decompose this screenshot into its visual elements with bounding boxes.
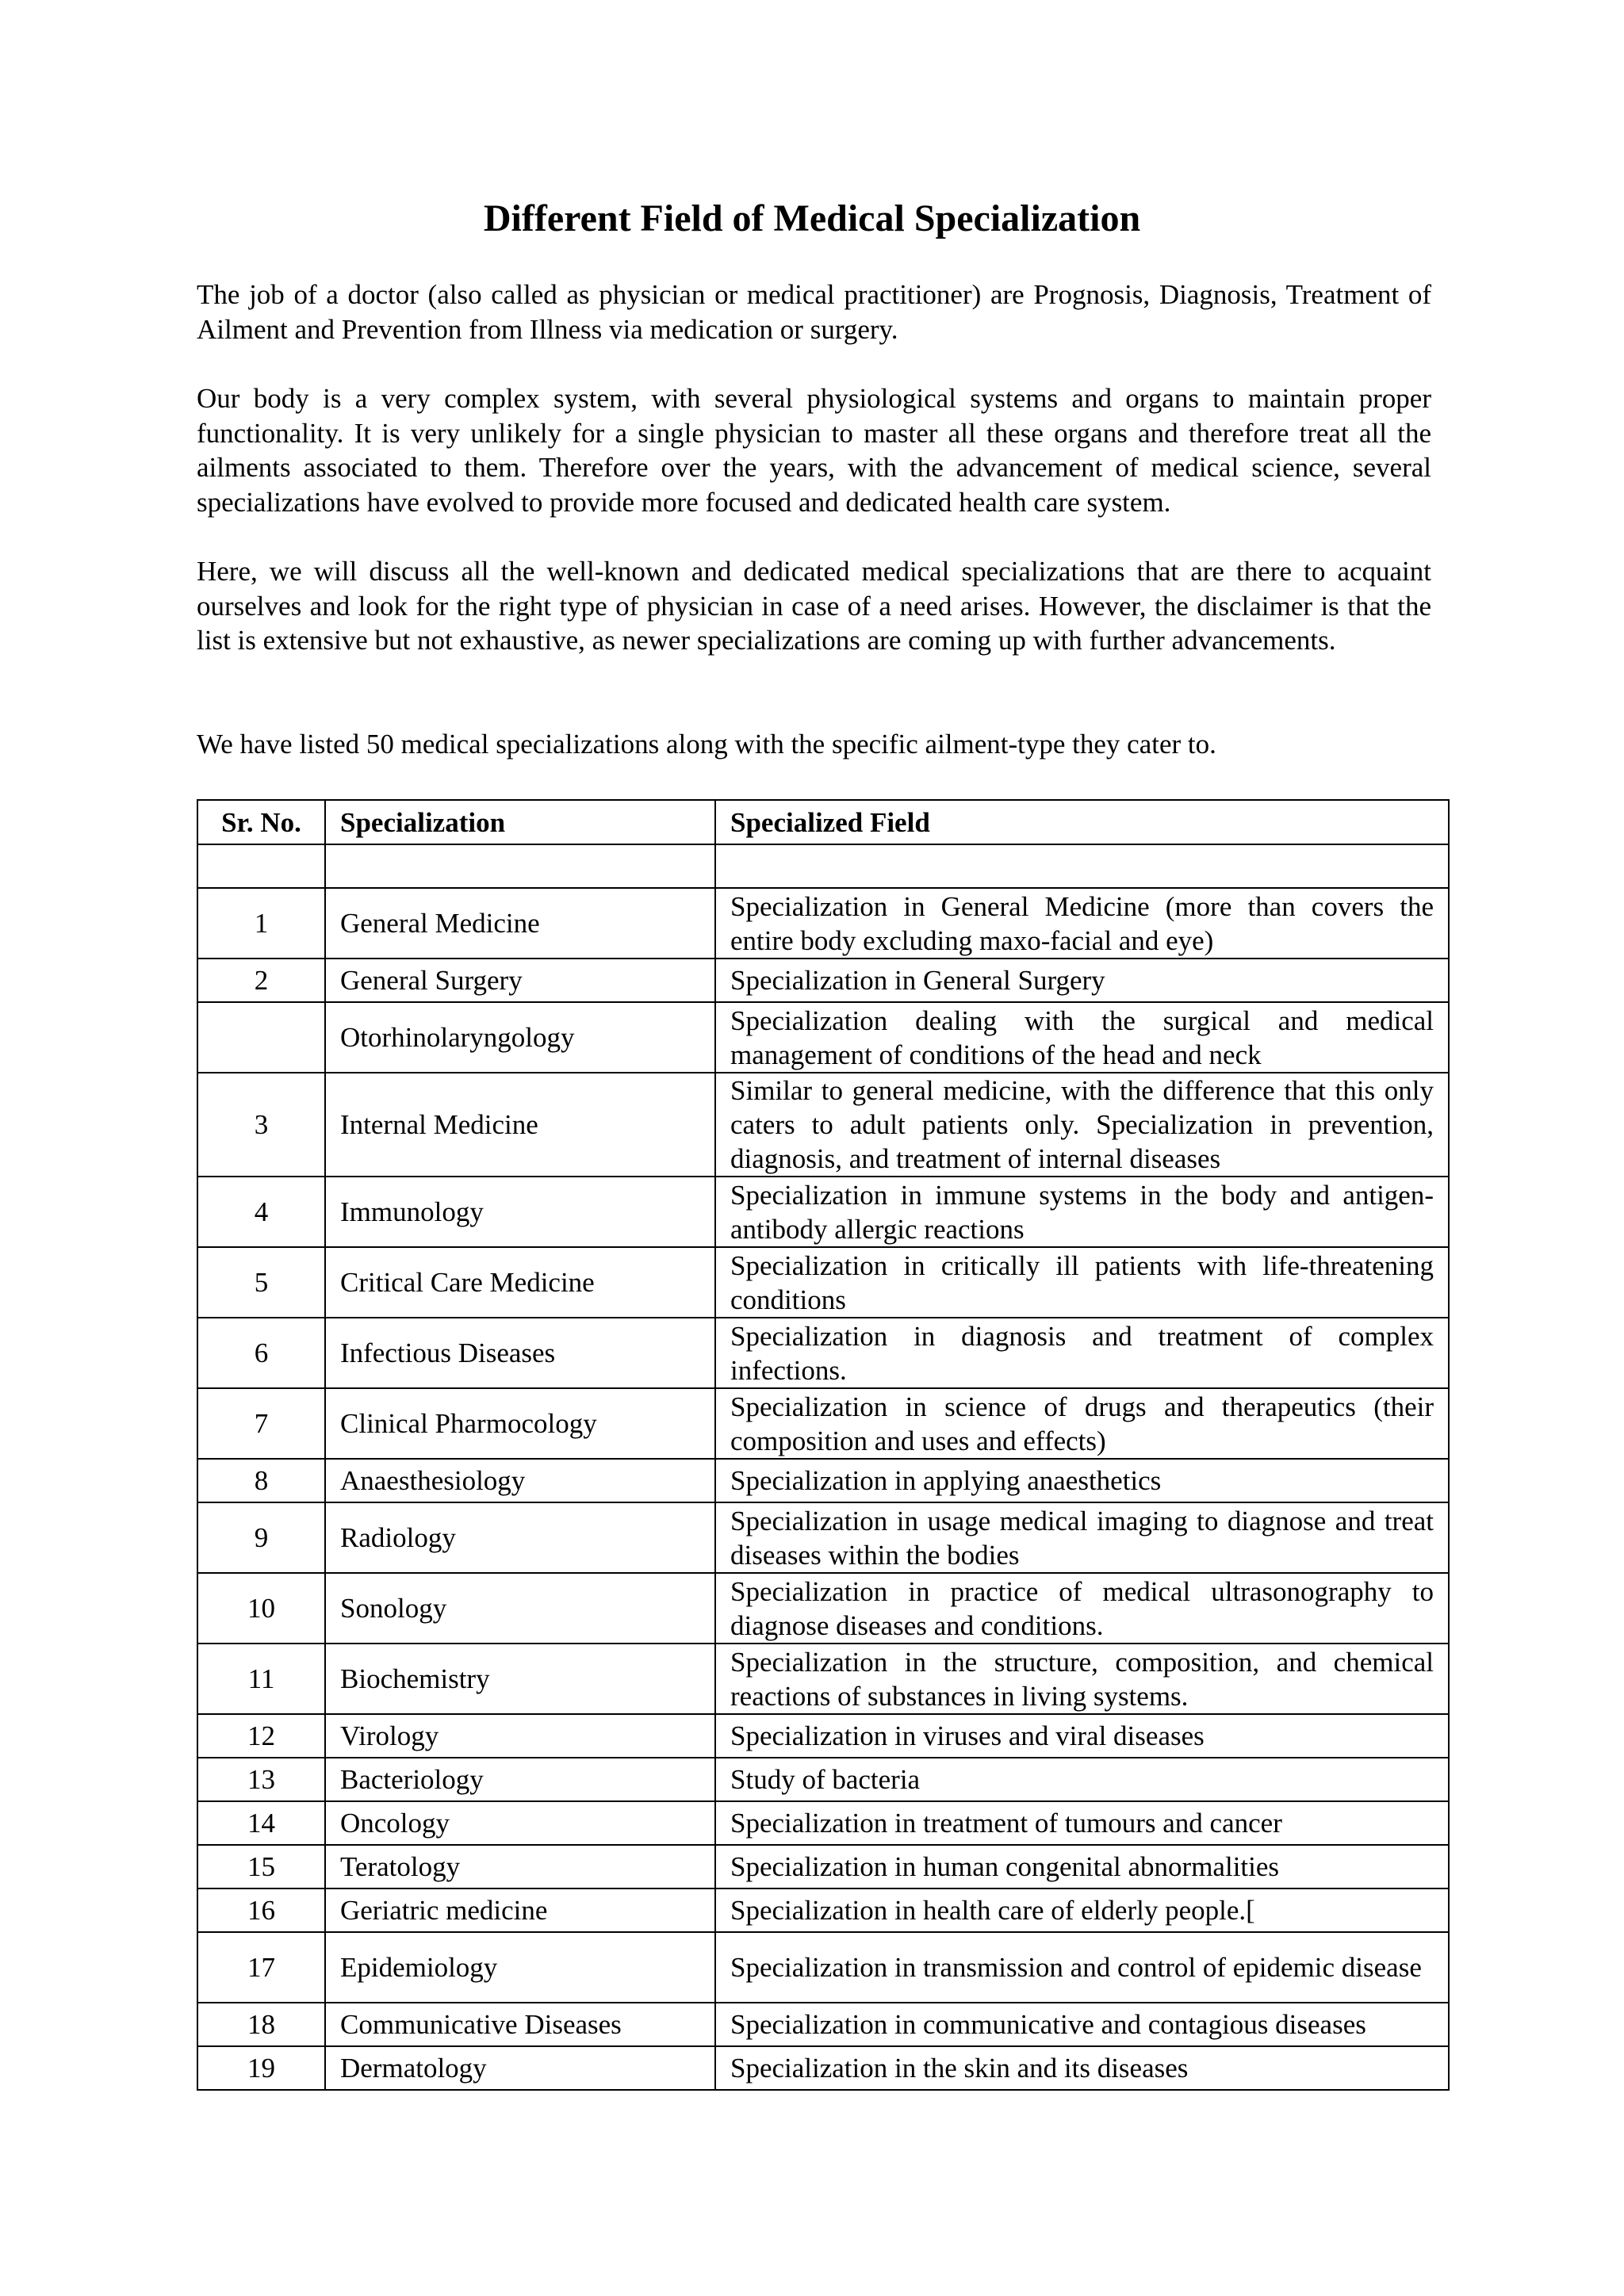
body-paragraph-count: We have listed 50 medical specializations along with the specific ailment-type they cater to. <box>197 729 1216 760</box>
row-number: 3 <box>197 1073 325 1177</box>
row-number: 15 <box>197 1845 325 1888</box>
row-field: Specialization in treatment of tumours and cancer <box>715 1801 1449 1845</box>
row-specialization: Infectious Diseases <box>325 1318 715 1388</box>
row-field: Specialization in the structure, composition, and chemical reactions of substances in living systems. <box>715 1644 1449 1714</box>
row-number: 10 <box>197 1573 325 1644</box>
table-row <box>197 1845 1449 1888</box>
row-field: Specialization in usage medical imaging to diagnose and treat diseases within the bodies <box>715 1502 1449 1573</box>
row-specialization: Anaesthesiology <box>325 1459 715 1502</box>
row-number: 1 <box>197 888 325 959</box>
row-specialization: Internal Medicine <box>325 1073 715 1177</box>
intro-paragraph: The job of a doctor (also called as physician or medical practitioner) are Prognosis, Diagnosis, Treatment of Ailment and Prevention from Illness via medication or surgery. <box>197 279 1431 345</box>
row-field: Specialization in human congenital abnormalities <box>715 1845 1449 1888</box>
row-specialization <box>325 844 715 888</box>
row-field: Specialization in transmission and control of epidemic disease <box>715 1932 1449 2003</box>
table-row <box>197 1932 1449 2003</box>
row-field: Study of bacteria <box>715 1758 1449 1801</box>
table-row <box>197 1801 1449 1845</box>
table-row <box>197 1459 1449 1502</box>
row-specialization: Epidemiology <box>325 1932 715 2003</box>
row-field: Specialization in critically ill patients with life-threatening conditions <box>715 1247 1449 1318</box>
row-number: 19 <box>197 2046 325 2090</box>
row-field: Similar to general medicine, with the difference that this only caters to adult patients only. Specialization in prevention, diagnosis, and treatment of internal diseases <box>715 1073 1449 1177</box>
body-paragraph-disclaimer: Here, we will discuss all the well-known and dedicated medical specializations that are there to acquaint ourselves and look for the right type of physician in case of a need arises. However, the disclaimer is that the list is extensive but not exhaustive, as newer specializations are coming up with further advancements. <box>197 556 1431 656</box>
row-field: Specialization in diagnosis and treatment of complex infections. <box>715 1318 1449 1388</box>
specialization-table <box>197 799 1450 2091</box>
row-number: 12 <box>197 1714 325 1758</box>
row-specialization: Oncology <box>325 1801 715 1845</box>
row-number: 4 <box>197 1177 325 1247</box>
table-row <box>197 1388 1449 1459</box>
row-number: 18 <box>197 2003 325 2046</box>
row-specialization: Dermatology <box>325 2046 715 2090</box>
table-row <box>197 1644 1449 1714</box>
table-row <box>197 1714 1449 1758</box>
header-sr-no: Sr. No. <box>197 800 325 844</box>
table-row <box>197 1002 1449 1073</box>
row-field: Specialization in General Surgery <box>715 959 1449 1002</box>
row-specialization: Sonology <box>325 1573 715 1644</box>
row-field: Specialization in applying anaesthetics <box>715 1459 1449 1502</box>
table-row <box>197 844 1449 888</box>
document-title: Different Field of Medical Specialization <box>483 197 1141 239</box>
table-header-row <box>197 800 1449 844</box>
row-specialization: General Medicine <box>325 888 715 959</box>
row-specialization: Clinical Pharmocology <box>325 1388 715 1459</box>
table-row <box>197 1247 1449 1318</box>
row-number: 5 <box>197 1247 325 1318</box>
table-row <box>197 888 1449 959</box>
row-number: 8 <box>197 1459 325 1502</box>
row-specialization: Critical Care Medicine <box>325 1247 715 1318</box>
row-specialization: Immunology <box>325 1177 715 1247</box>
row-specialization: Teratology <box>325 1845 715 1888</box>
row-field: Specialization in health care of elderly people.[ <box>715 1888 1449 1932</box>
row-field: Specialization in the skin and its diseases <box>715 2046 1449 2090</box>
header-specialization: Specialization <box>325 800 715 844</box>
row-number: 13 <box>197 1758 325 1801</box>
row-number <box>197 844 325 888</box>
row-field: Specialization in General Medicine (more than covers the entire body excluding maxo-facial and eye) <box>715 888 1449 959</box>
table-row <box>197 1573 1449 1644</box>
row-number: 16 <box>197 1888 325 1932</box>
row-specialization: Geriatric medicine <box>325 1888 715 1932</box>
table-row <box>197 1318 1449 1388</box>
row-field: Specialization in science of drugs and therapeutics (their composition and uses and effects) <box>715 1388 1449 1459</box>
row-number: 11 <box>197 1644 325 1714</box>
row-number: 6 <box>197 1318 325 1388</box>
header-specialized-field: Specialized Field <box>715 800 1449 844</box>
row-number: 2 <box>197 959 325 1002</box>
row-specialization: Bacteriology <box>325 1758 715 1801</box>
row-number: 14 <box>197 1801 325 1845</box>
table-row <box>197 1502 1449 1573</box>
row-specialization: Communicative Diseases <box>325 2003 715 2046</box>
table-row <box>197 2046 1449 2090</box>
table-row <box>197 2003 1449 2046</box>
row-specialization: Virology <box>325 1714 715 1758</box>
row-field: Specialization in immune systems in the body and antigen-antibody allergic reactions <box>715 1177 1449 1247</box>
row-field <box>715 844 1449 888</box>
table-row <box>197 1758 1449 1801</box>
row-number <box>197 1002 325 1073</box>
row-specialization: General Surgery <box>325 959 715 1002</box>
table-row <box>197 1888 1449 1932</box>
table-row <box>197 959 1449 1002</box>
table-row <box>197 1073 1449 1177</box>
row-number: 9 <box>197 1502 325 1573</box>
row-field: Specialization dealing with the surgical and medical management of conditions of the head and neck <box>715 1002 1449 1073</box>
row-number: 7 <box>197 1388 325 1459</box>
row-field: Specialization in viruses and viral diseases <box>715 1714 1449 1758</box>
table-row <box>197 1177 1449 1247</box>
row-specialization: Biochemistry <box>325 1644 715 1714</box>
row-field: Specialization in practice of medical ultrasonography to diagnose diseases and conditions. <box>715 1573 1449 1644</box>
row-number: 17 <box>197 1932 325 2003</box>
row-specialization: Otorhinolaryngology <box>325 1002 715 1073</box>
row-specialization: Radiology <box>325 1502 715 1573</box>
body-paragraph-systems: Our body is a very complex system, with several physiological systems and organs to maintain proper functionality. It is very unlikely for a single physician to master all these organs and therefore treat all the ailments associated to them. Therefore over the years, with the advancement of medical science, several specializations have evolved to provide more focused and dedicated health care system. <box>197 383 1431 518</box>
row-field: Specialization in communicative and contagious diseases <box>715 2003 1449 2046</box>
